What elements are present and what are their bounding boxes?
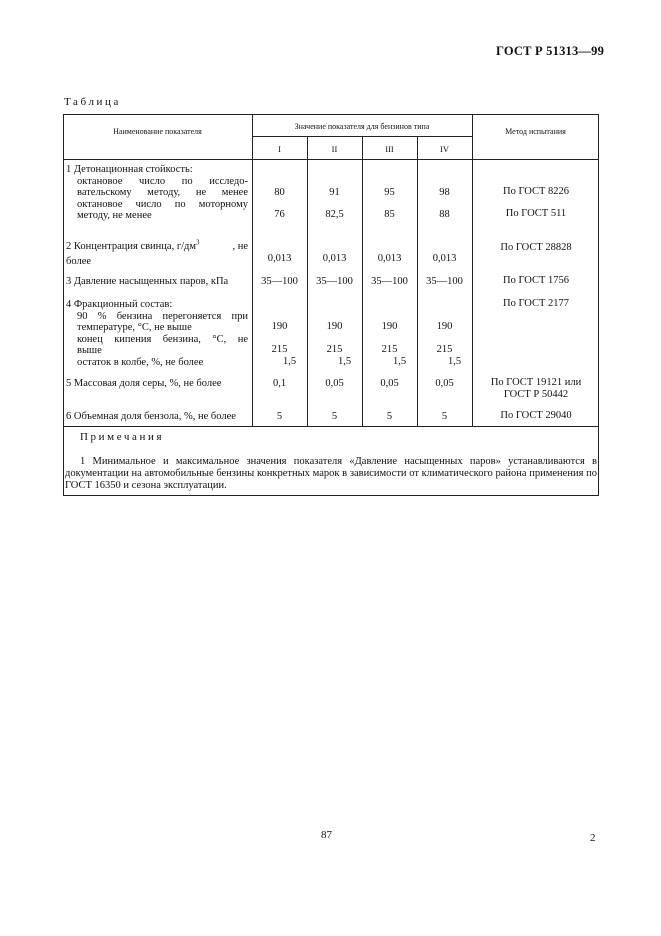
row-4a-value-1: 190 xyxy=(271,321,288,332)
row-2-name: 2 Концентрация свинца, $г/дм^3$ , не более xyxy=(66,238,248,267)
header-values-group: Значение показателя для бензинов типа xyxy=(294,122,430,131)
header-name: Наименование показателя xyxy=(113,127,202,136)
notes-rule xyxy=(63,426,599,427)
row-1b-value-1: 76 xyxy=(274,209,285,220)
row-3-method: По ГОСТ 1756 xyxy=(502,275,570,286)
sheet-number: 2 xyxy=(590,832,596,844)
row-4c-value-2: 1,5 xyxy=(337,356,352,367)
note-1: 1 Минимальное и максимальное значения показателя «Давление насыщенных паров» устанавливаются в документации на автомобильные бензины конкретных марок в зависимости от климатического района применения по ГОСТ 16350 и сезона эксплуатации. xyxy=(65,456,597,491)
page-number: 87 xyxy=(321,829,332,841)
row-5-value-4: 0,05 xyxy=(435,378,454,389)
row-6-value-2: 5 xyxy=(331,411,338,422)
row-1b-value-3: 85 xyxy=(384,209,395,220)
row-6-value-4: 5 xyxy=(441,411,448,422)
row-2-value-4: 0,013 xyxy=(432,253,457,264)
table-caption: Таблица xyxy=(64,96,121,108)
standard-number: ГОСТ Р 51313—99 xyxy=(496,44,605,58)
row-6-name: 6 Объемная доля бензола, %, не более xyxy=(66,411,236,422)
row-6-value-1: 5 xyxy=(276,411,283,422)
row-4b-value-1: 215 xyxy=(271,344,288,355)
row-5-name: 5 Массовая доля серы, %, не более xyxy=(66,378,222,389)
row-4c-value-3: 1,5 xyxy=(392,356,407,367)
row-6-method: По ГОСТ 29040 xyxy=(500,410,572,421)
row-1a-value-2: 91 xyxy=(329,187,340,198)
row-4-method: По ГОСТ 2177 xyxy=(502,298,570,309)
row-5-value-3: 0,05 xyxy=(380,378,399,389)
row-5-value-2: 0,05 xyxy=(325,378,344,389)
header-method: Метод испытания xyxy=(505,127,566,136)
row-1a-value-4: 98 xyxy=(439,187,450,198)
row-1b-value-2: 82,5 xyxy=(325,209,344,220)
row-5-method: По ГОСТ 19121 или ГОСТ Р 50442 xyxy=(490,377,582,400)
row-1-name: 1 Детонационная стойкость: октановое число по исследо- вательскому методу, не менее октановое число по моторному методу, не менее xyxy=(66,164,248,221)
row-1a-method: По ГОСТ 8226 xyxy=(502,186,570,197)
row-4b-value-4: 215 xyxy=(436,344,453,355)
header-type-3: III xyxy=(385,144,394,154)
row-2-method: По ГОСТ 28828 xyxy=(500,242,572,253)
row-4-name: 4 Фракционный состав: 90 % бензина перегоняется при температуре, °С, не выше конец кипения бензина, °С, не выше остаток в колбе, %, не более xyxy=(66,299,248,368)
row-2-value-1: 0,013 xyxy=(267,253,292,264)
header-bottom-rule xyxy=(63,159,599,160)
row-3-value-1: 35—100 xyxy=(261,276,298,287)
header-type-1: I xyxy=(278,144,281,154)
row-4a-value-3: 190 xyxy=(381,321,398,332)
row-4b-value-2: 215 xyxy=(326,344,343,355)
header-type-2: II xyxy=(331,144,338,154)
row-2-value-2: 0,013 xyxy=(322,253,347,264)
row-3-value-2: 35—100 xyxy=(316,276,353,287)
header-type-4: IV xyxy=(440,144,449,154)
row-4a-value-2: 190 xyxy=(326,321,343,332)
row-3-name: 3 Давление насыщенных паров, кПа xyxy=(66,276,229,287)
row-5-value-1: 0,1 xyxy=(272,378,287,389)
row-4a-value-4: 190 xyxy=(436,321,453,332)
row-2-value-3: 0,013 xyxy=(377,253,402,264)
row-1b-value-4: 88 xyxy=(439,209,450,220)
row-3-value-4: 35—100 xyxy=(426,276,463,287)
row-6-value-3: 5 xyxy=(386,411,393,422)
row-4c-value-1: 1,5 xyxy=(282,356,297,367)
row-1a-value-1: 80 xyxy=(274,187,285,198)
row-4b-value-3: 215 xyxy=(381,344,398,355)
row-3-value-3: 35—100 xyxy=(371,276,408,287)
row-1a-value-3: 95 xyxy=(384,187,395,198)
notes-title: Примечания xyxy=(80,431,165,443)
row-1b-method: По ГОСТ 511 xyxy=(505,208,567,219)
row-4c-value-4: 1,5 xyxy=(447,356,462,367)
